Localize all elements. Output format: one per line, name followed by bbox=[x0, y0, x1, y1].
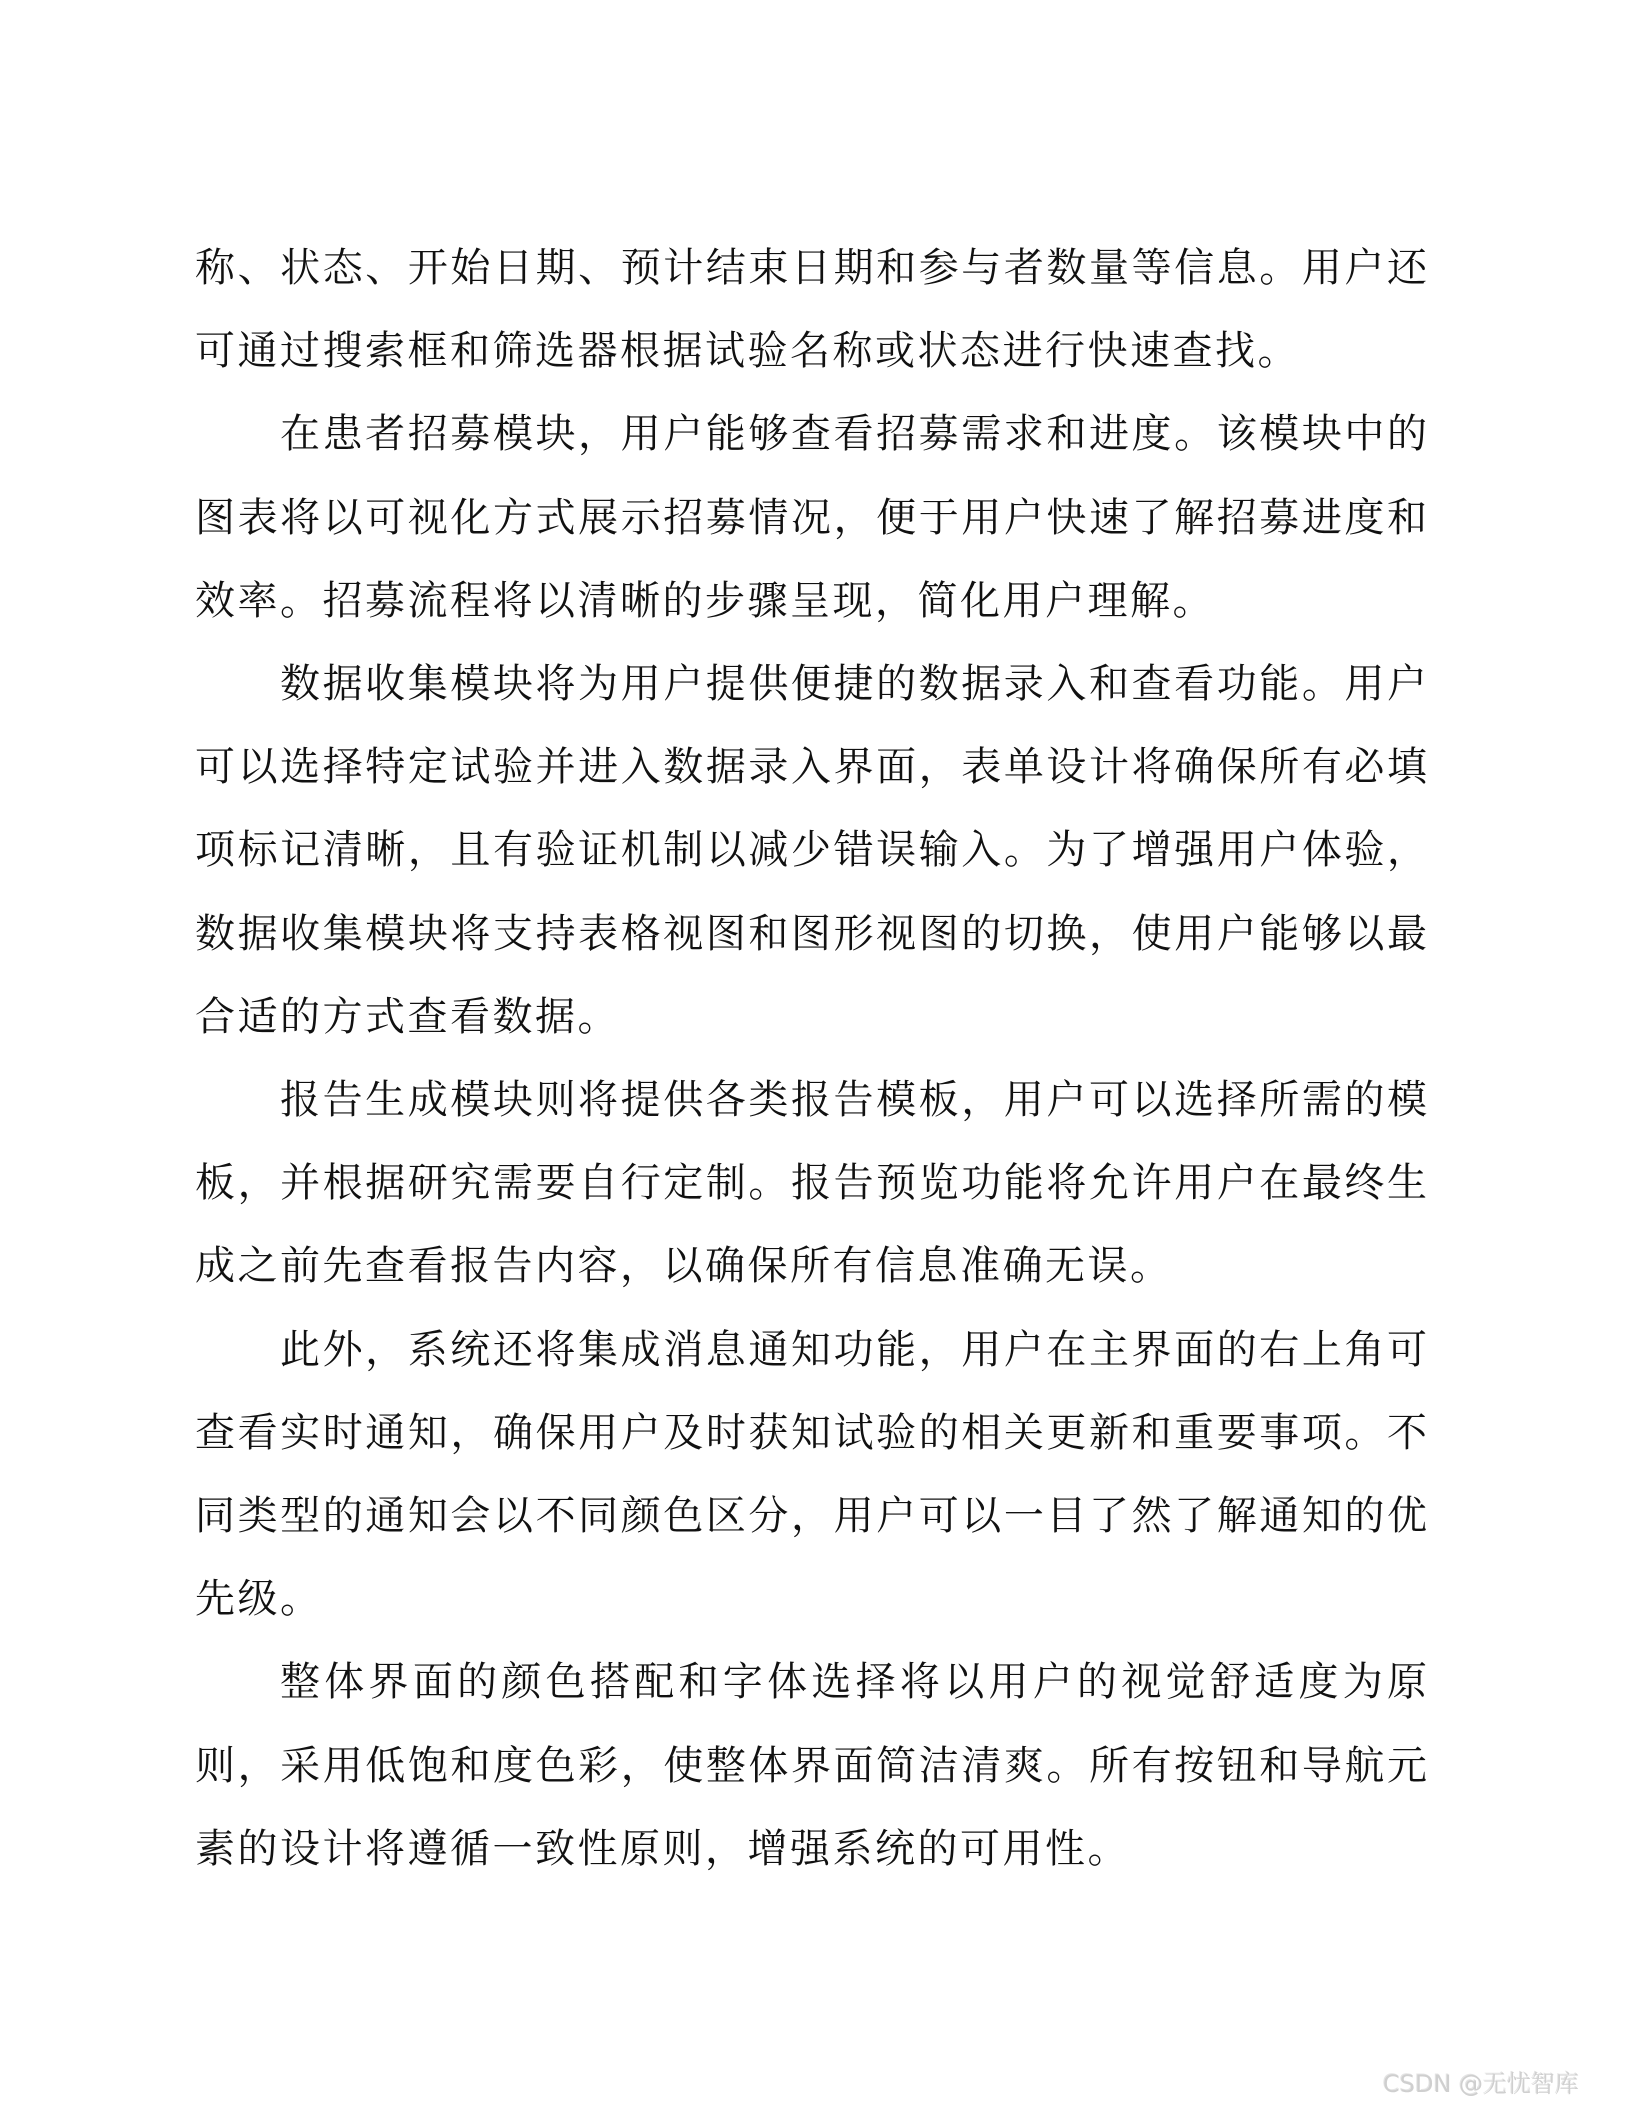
paragraph-3-line-1: 数据收集模块将为用户提供便捷的数据录入和查看功能。用户 bbox=[280, 661, 1427, 707]
paragraph-2-line-3: 效率。招募流程将以清晰的步骤呈现，简化用户理解。 bbox=[195, 578, 1215, 624]
csdn-watermark: CSDN @无忧智库 bbox=[1383, 2070, 1580, 2098]
paragraph-3-line-4: 数据收集模块将支持表格视图和图形视图的切换，使用户能够以最 bbox=[195, 911, 1427, 957]
paragraph-3-line-3: 项标记清晰，且有验证机制以减少错误输入。为了增强用户体验， bbox=[195, 827, 1427, 873]
paragraph-3-line-5: 合适的方式查看数据。 bbox=[195, 994, 620, 1040]
paragraph-4-line-3: 成之前先查看报告内容，以确保所有信息准确无误。 bbox=[195, 1243, 1173, 1289]
paragraph-2-line-1: 在患者招募模块，用户能够查看招募需求和进度。该模块中的 bbox=[280, 411, 1427, 457]
paragraph-5-line-1: 此外，系统还将集成消息通知功能，用户在主界面的右上角可 bbox=[280, 1327, 1427, 1373]
paragraph-4-line-1: 报告生成模块则将提供各类报告模板，用户可以选择所需的模 bbox=[280, 1077, 1427, 1123]
paragraph-1-line-2: 可通过搜索框和筛选器根据试验名称或状态进行快速查找。 bbox=[195, 328, 1300, 374]
paragraph-5-line-3: 同类型的通知会以不同颜色区分，用户可以一目了然了解通知的优 bbox=[195, 1493, 1427, 1539]
paragraph-6-line-1: 整体界面的颜色搭配和字体选择将以用户的视觉舒适度为原 bbox=[280, 1659, 1427, 1705]
paragraph-2-line-2: 图表将以可视化方式展示招募情况，便于用户快速了解招募进度和 bbox=[195, 495, 1427, 541]
paragraph-3-line-2: 可以选择特定试验并进入数据录入界面，表单设计将确保所有必填 bbox=[195, 744, 1427, 790]
paragraph-5-line-4: 先级。 bbox=[195, 1576, 323, 1622]
paragraph-5-line-2: 查看实时通知，确保用户及时获知试验的相关更新和重要事项。不 bbox=[195, 1410, 1427, 1456]
paragraph-6-line-2: 则，采用低饱和度色彩，使整体界面简洁清爽。所有按钮和导航元 bbox=[195, 1743, 1427, 1789]
paragraph-1-line-1: 称、状态、开始日期、预计结束日期和参与者数量等信息。用户还 bbox=[195, 245, 1427, 291]
paragraph-6-line-3: 素的设计将遵循一致性原则，增强系统的可用性。 bbox=[195, 1826, 1130, 1872]
paragraph-4-line-2: 板，并根据研究需要自行定制。报告预览功能将允许用户在最终生 bbox=[195, 1160, 1427, 1206]
